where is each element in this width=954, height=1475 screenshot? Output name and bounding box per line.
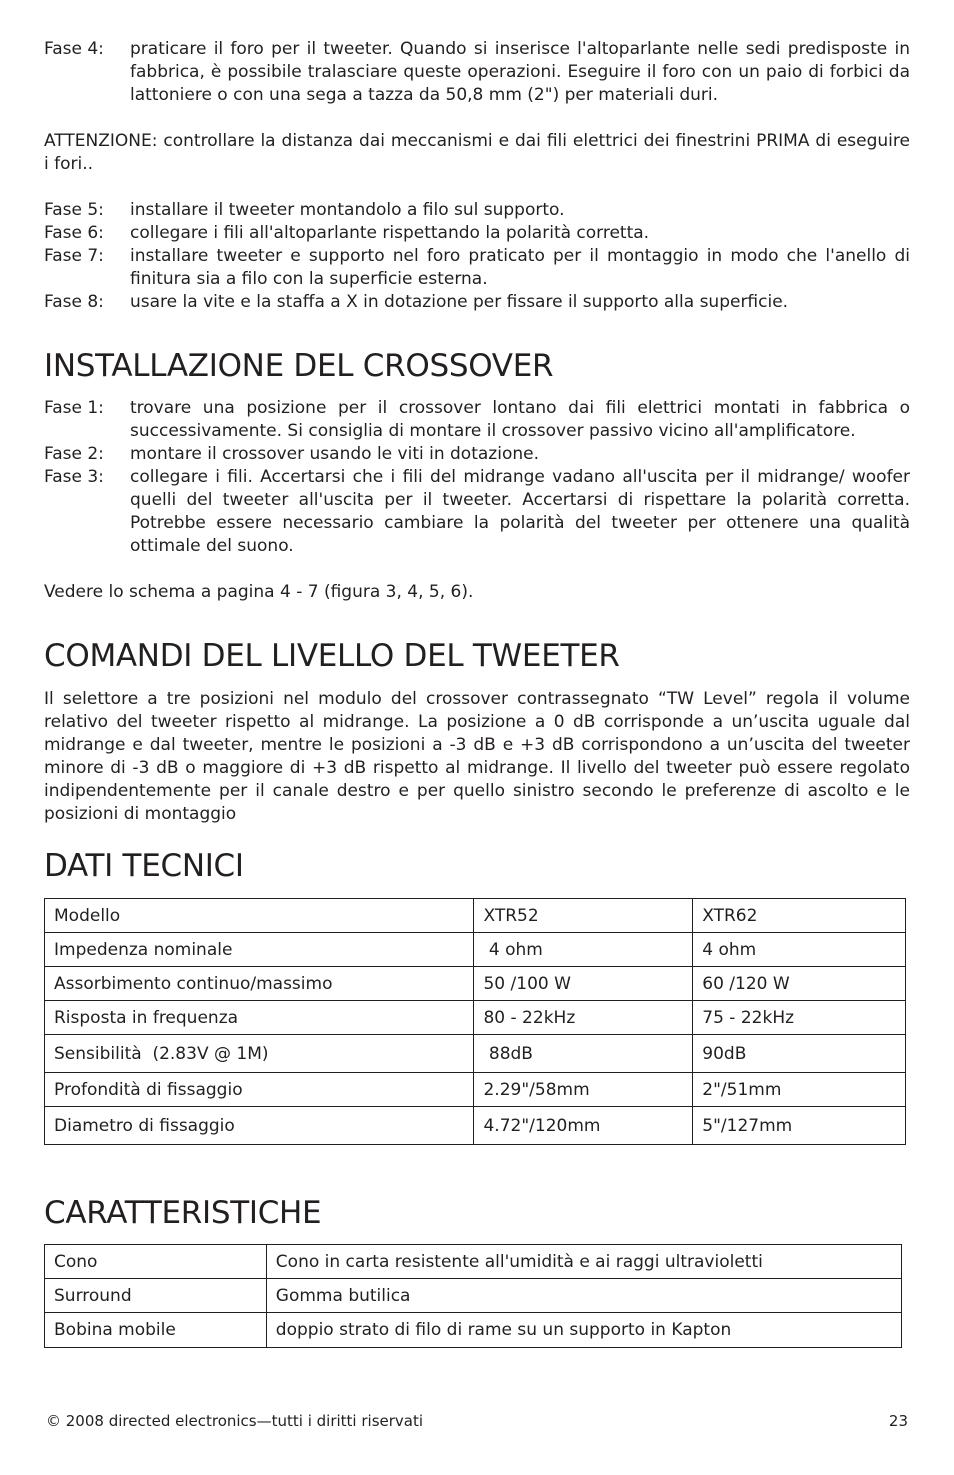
table-row xyxy=(45,899,906,933)
step-label: Fase 3: xyxy=(44,467,104,487)
table-row xyxy=(45,1245,902,1279)
crossover-note: Vedere lo schema a pagina 4 - 7 (figura 3, 4, 5, 6). xyxy=(44,582,474,602)
step-text: praticare il foro per il tweeter. Quando si inserisce l'altoparlante nelle sedi predisposte in fabbrica, è possibile tralasciare queste operazioni. Eseguire il foro con un paio di forbici da lattoniere o con una sega a tazza da 50,8 mm (2") per materiali duri. xyxy=(130,39,910,105)
table-cell: 88dB xyxy=(474,1035,693,1073)
crossover-heading: INSTALLAZIONE DEL CROSSOVER xyxy=(44,348,554,384)
step-label: Fase 8: xyxy=(44,292,104,312)
step-fase-8 xyxy=(44,291,910,314)
table-cell: 60 /120 W xyxy=(693,967,906,1001)
table-cell: 4.72"/120mm xyxy=(474,1107,693,1145)
tweeter-level-heading: COMANDI DEL LIVELLO DEL TWEETER xyxy=(44,638,620,674)
table-cell: 75 - 22kHz xyxy=(693,1001,906,1035)
step-text: collegare i fili all'altoparlante rispettando la polarità corretta. xyxy=(130,223,650,243)
warning-text: ATTENZIONE: controllare la distanza dai meccanismi e dai fili elettrici dei finestrini PRIMA di eseguire i fori.. xyxy=(44,131,910,174)
table-cell: Bobina mobile xyxy=(45,1313,267,1348)
step-label: Fase 1: xyxy=(44,398,104,418)
table-cell: Assorbimento continuo/massimo xyxy=(45,967,474,1001)
step-text: usare la vite e la staffa a X in dotazione per fissare il supporto alla superficie. xyxy=(130,292,789,312)
features-table xyxy=(44,1244,902,1348)
crossover-step-1 xyxy=(44,397,910,443)
table-cell: Gomma butilica xyxy=(266,1279,901,1313)
tweeter-level-body: Il selettore a tre posizioni nel modulo del crossover contrassegnato “TW Level” regola il volume relativo del tweeter rispetto al midrange. La posizione a 0 dB corrisponde a un’uscita uguale dal midrange e dal tweeter, mentre le posizioni a -3 dB e +3 dB corrispondono a un’uscita del tweeter minore di -3 dB o maggiore di +3 dB rispetto al midrange. Il livello del tweeter può essere regolato indipendentemente per il canale destro e per quello sinistro secondo le preferenze di ascolto e le posizioni di montaggio xyxy=(44,689,910,824)
crossover-step-3 xyxy=(44,466,910,558)
copyright-text: © 2008 directed electronics—tutti i diritti riservati xyxy=(46,1412,424,1430)
step-label: Fase 2: xyxy=(44,444,104,464)
table-cell: Cono xyxy=(45,1245,267,1279)
step-text: collegare i fili. Accertarsi che i fili del midrange vadano all'uscita per il midrange/ woofer quelli del tweeter all'uscita per il tweeter. Accertarsi di rispettare la polarità corretta. Potrebbe essere necessario cambiare la polarità del tweeter per ottenere una qualità ottimale del suono. xyxy=(130,467,910,556)
page-content xyxy=(44,38,910,1348)
table-cell: doppio strato di filo di rame su un supporto in Kapton xyxy=(266,1313,901,1348)
step-fase-4 xyxy=(44,38,910,107)
table-row xyxy=(45,1073,906,1107)
step-fase-6 xyxy=(44,222,910,245)
step-label: Fase 6: xyxy=(44,223,104,243)
features-heading: CARATTERISTICHE xyxy=(44,1195,322,1231)
table-cell: Impedenza nominale xyxy=(45,933,474,967)
table-cell: XTR62 xyxy=(693,899,906,933)
step-label: Fase 4: xyxy=(44,39,104,59)
table-cell: 4 ohm xyxy=(693,933,906,967)
table-cell: Profondità di fissaggio xyxy=(45,1073,474,1107)
step-fase-7 xyxy=(44,245,910,291)
step-label: Fase 5: xyxy=(44,200,104,220)
step-text: montare il crossover usando le viti in dotazione. xyxy=(130,444,539,464)
specs-table xyxy=(44,898,906,1145)
table-cell: 2"/51mm xyxy=(693,1073,906,1107)
table-row xyxy=(45,967,906,1001)
table-cell: Surround xyxy=(45,1279,267,1313)
table-cell: 4 ohm xyxy=(474,933,693,967)
table-cell: Diametro di fissaggio xyxy=(45,1107,474,1145)
step-fase-5 xyxy=(44,199,910,222)
table-row xyxy=(45,933,906,967)
table-row xyxy=(45,1001,906,1035)
table-cell: 2.29"/58mm xyxy=(474,1073,693,1107)
crossover-step-2 xyxy=(44,443,910,466)
step-label: Fase 7: xyxy=(44,246,104,266)
table-cell: Modello xyxy=(45,899,474,933)
table-cell: Cono in carta resistente all'umidità e ai raggi ultravioletti xyxy=(266,1245,901,1279)
step-text: trovare una posizione per il crossover lontano dai fili elettrici montati in fabbrica o successivamente. Si consiglia di montare il crossover passivo vicino all'amplificatore. xyxy=(130,398,910,441)
step-text: installare tweeter e supporto nel foro praticato per il montaggio in modo che l'anello di finitura sia a filo con la superficie esterna. xyxy=(130,246,910,289)
step-text: installare il tweeter montandolo a filo sul supporto. xyxy=(130,200,565,220)
table-cell: 90dB xyxy=(693,1035,906,1073)
table-row xyxy=(45,1279,902,1313)
table-cell: Sensibilità (2.83V @ 1M) xyxy=(45,1035,474,1073)
table-cell: 5"/127mm xyxy=(693,1107,906,1145)
specs-heading: DATI TECNICI xyxy=(44,848,244,884)
table-row xyxy=(45,1107,906,1145)
page-number: 23 xyxy=(888,1412,908,1430)
page-footer xyxy=(46,1412,908,1430)
table-row xyxy=(45,1035,906,1073)
table-row xyxy=(45,1313,902,1348)
table-cell: Risposta in frequenza xyxy=(45,1001,474,1035)
table-cell: 50 /100 W xyxy=(474,967,693,1001)
table-cell: 80 - 22kHz xyxy=(474,1001,693,1035)
table-cell: XTR52 xyxy=(474,899,693,933)
